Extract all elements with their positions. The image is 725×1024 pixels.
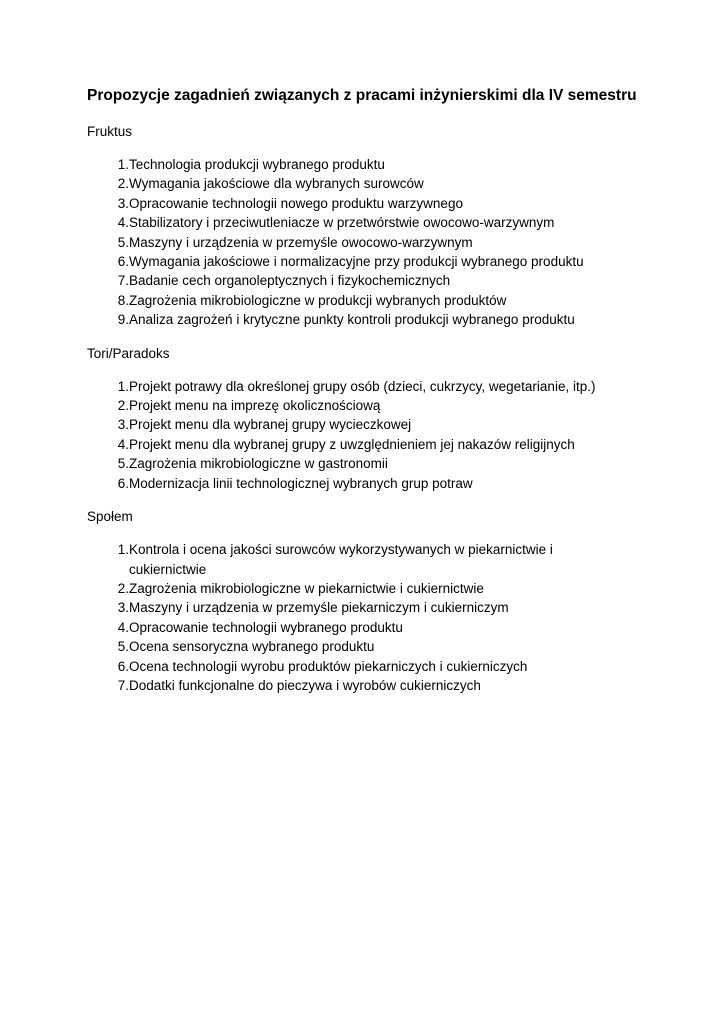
list-item <box>87 657 647 676</box>
item-text: Dodatki funkcjonalne do pieczywa i wyrobów cukierniczych <box>129 677 481 693</box>
list-item <box>87 174 647 193</box>
section-tori-paradoks <box>87 344 647 493</box>
list-item <box>87 454 647 473</box>
list-item <box>87 415 647 434</box>
item-number: 6. <box>117 658 129 674</box>
item-number: 4. <box>117 436 129 452</box>
item-text: Technologia produkcji wybranego produktu <box>129 157 385 172</box>
item-text: Wymagania jakościowe i normalizacyjne przy produkcji wybranego produktu <box>129 254 584 270</box>
list-item <box>87 598 647 617</box>
item-number: 4. <box>117 215 129 231</box>
item-number: 3. <box>117 600 129 616</box>
item-number: 5. <box>117 639 129 655</box>
list-item <box>87 579 647 598</box>
item-text: Maszyny i urządzenia w przemyśle piekarniczym i cukierniczym <box>129 600 509 616</box>
topic-list <box>87 377 647 493</box>
item-text: Wymagania jakościowe dla wybranych surowców <box>129 176 424 192</box>
item-number: 2. <box>117 580 129 596</box>
list-item <box>87 676 647 695</box>
list-item <box>87 637 647 656</box>
item-text: Stabilizatory i przeciwutleniacze w przetwórstwie owocowo-warzywnym <box>129 215 555 231</box>
list-item <box>87 194 647 213</box>
section-name: Społem <box>87 509 133 525</box>
item-number: 5. <box>117 456 129 472</box>
list-item <box>87 474 647 493</box>
list-item <box>87 252 647 271</box>
item-text: Modernizacja linii technologicznej wybranych grup potraw <box>129 475 473 491</box>
item-number: 2. <box>117 398 129 414</box>
item-number: 5. <box>117 234 129 250</box>
item-number: 1. <box>117 157 129 172</box>
section-name: Tori/Paradoks <box>87 345 170 361</box>
item-text: Projekt menu dla wybranej grupy wycieczkowej <box>129 417 412 433</box>
item-number: 4. <box>117 619 129 635</box>
section-name: Fruktus <box>87 124 133 139</box>
item-text: Kontrola i ocena jakości surowców wykorzystywanych w piekarnictwie i cukiernictwie <box>129 542 553 577</box>
item-number: 1. <box>117 378 129 394</box>
list-item <box>87 233 647 252</box>
item-number: 7. <box>117 677 129 693</box>
topic-list <box>87 155 647 330</box>
list-item <box>87 310 647 329</box>
list-item <box>87 396 647 415</box>
item-number: 3. <box>117 195 129 211</box>
list-item <box>87 155 647 174</box>
list-item <box>87 291 647 310</box>
item-number: 6. <box>117 254 129 270</box>
item-number: 7. <box>117 273 129 289</box>
item-number: 2. <box>117 176 129 192</box>
list-item <box>87 540 647 579</box>
item-number: 6. <box>117 475 129 491</box>
document-title: Propozycje zagadnień związanych z pracami inżynierskimi dla IV semestru <box>87 87 637 104</box>
item-number: 8. <box>117 292 129 308</box>
item-number: 3. <box>117 417 129 433</box>
item-text: Ocena sensoryczna wybranego produktu <box>129 639 375 655</box>
item-text: Projekt menu dla wybranej grupy z uwzględnieniem jej nakazów religijnych <box>129 436 575 452</box>
list-item <box>87 213 647 232</box>
item-text: Maszyny i urządzenia w przemyśle owocowo-warzywnym <box>129 234 473 250</box>
list-item <box>87 377 647 396</box>
list-item <box>87 618 647 637</box>
item-number: 1. <box>117 542 129 558</box>
item-number: 9. <box>117 312 129 328</box>
item-text: Ocena technologii wyrobu produktów piekarniczych i cukierniczych <box>129 658 528 674</box>
item-text: Zagrożenia mikrobiologiczne w produkcji wybranych produktów <box>129 292 507 308</box>
item-text: Opracowanie technologii nowego produktu warzywnego <box>129 195 463 211</box>
item-text: Zagrożenia mikrobiologiczne w piekarnictwie i cukiernictwie <box>129 580 484 596</box>
list-item <box>87 271 647 290</box>
list-item <box>87 435 647 454</box>
item-text: Analiza zagrożeń i krytyczne punkty kontroli produkcji wybranego produktu <box>129 312 575 328</box>
topic-list <box>87 540 647 695</box>
document-page <box>87 84 647 709</box>
item-text: Projekt potrawy dla określonej grupy osób (dzieci, cukrzycy, wegetarianie, itp.) <box>129 378 596 394</box>
section-spolem <box>87 507 647 695</box>
item-text: Opracowanie technologii wybranego produktu <box>129 619 403 635</box>
item-text: Badanie cech organoleptycznych i fizykochemicznych <box>129 273 451 289</box>
section-fruktus <box>87 122 647 330</box>
item-text: Zagrożenia mikrobiologiczne w gastronomii <box>129 456 388 472</box>
item-text: Projekt menu na imprezę okolicznościową <box>129 398 381 414</box>
